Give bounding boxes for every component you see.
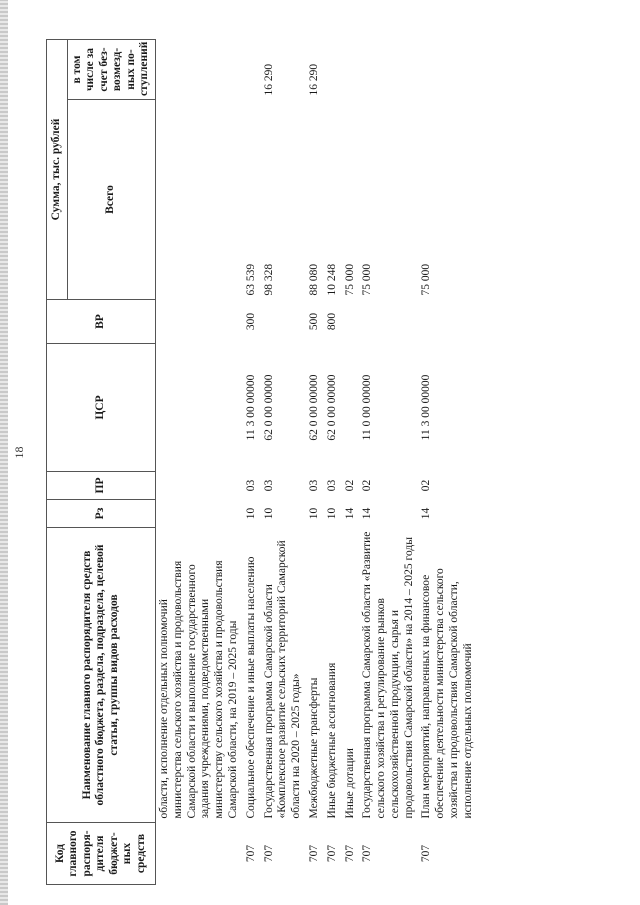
row-vr: [261, 300, 306, 344]
row-code: 707: [325, 844, 338, 863]
row-total: 98 328: [262, 263, 275, 296]
header-sum-group: Сумма, тыс. рублей: [47, 40, 68, 300]
row-name: Государственная программа Самарской области «Развитие сельского хозяйства и регулирование рынков сельскохозяйственной продукции, сырья и продовольствия Самарской области» на 2014 – 2025 годы: [361, 531, 415, 819]
row-csr: 11 0 00 00000: [361, 374, 374, 441]
row-name: Социальное обеспечение и иные выплаты населению: [244, 556, 257, 819]
header-total: Всего: [67, 100, 155, 300]
row-name: Иные дотации: [343, 748, 356, 819]
row-csr: [342, 344, 360, 472]
row-code: 707: [361, 844, 374, 863]
row-pr: 03: [325, 479, 338, 492]
table-row: [359, 40, 418, 885]
row-name: Иные бюджетные ассигнования: [325, 662, 338, 819]
header-incl: в том числе за счет без-возмезд-ных по-ступлений: [67, 40, 155, 100]
table-row: [155, 40, 242, 885]
row-rz: 14: [420, 507, 433, 520]
row-pr: 03: [262, 479, 275, 492]
row-total: 75 000: [343, 263, 356, 296]
row-incl: [243, 40, 261, 100]
row-total: [155, 100, 242, 300]
table-row: [342, 40, 360, 885]
header-rz: Рз: [47, 500, 156, 528]
row-csr: 11 3 00 00000: [244, 374, 257, 441]
row-vr: [359, 300, 418, 344]
table-row: [243, 40, 261, 885]
header-vr: ВР: [47, 300, 156, 344]
row-pr: 02: [343, 479, 356, 492]
row-code: [155, 823, 242, 885]
table-row: [261, 40, 306, 885]
row-rz: 14: [343, 507, 356, 520]
row-vr: 500: [307, 312, 320, 331]
row-incl: 16 290: [262, 63, 275, 96]
row-total: 75 000: [361, 263, 374, 296]
row-code: 707: [262, 844, 275, 863]
row-total: 75 000: [420, 263, 433, 296]
row-name: План мероприятий, направленных на финансовое обеспечение деятельности министерства сельского хозяйства и продовольствия Самарской области, исполнение отдельных полномочий: [420, 568, 474, 819]
row-rz: 14: [361, 507, 374, 520]
row-incl: [359, 40, 418, 100]
row-pr: 02: [420, 479, 433, 492]
row-csr: [155, 344, 242, 472]
row-incl: [155, 40, 242, 100]
row-incl: [324, 40, 342, 100]
row-pr: 02: [361, 479, 374, 492]
header-csr: ЦСР: [47, 344, 156, 472]
row-total: 88 080: [307, 263, 320, 296]
budget-table: [46, 39, 478, 885]
row-name: Государственная программа Самарской области «Комплексное развитие сельских территорий Самарской области на 2020 – 2025 годы»: [262, 540, 303, 819]
table-row: [324, 40, 342, 885]
row-name: области, исполнение отдельных полномочий министерства сельского хозяйства и продовольствия Самарской области и выполнение государственного задания учреждениями, подведомственными министерству сельского хозяйства и продовольствия Самарской области, на 2019 – 2025 годы: [157, 560, 239, 819]
row-code: 707: [244, 844, 257, 863]
row-csr: 62 0 00 00000: [325, 374, 338, 441]
row-name: Межбюджетные трансферты: [307, 677, 320, 819]
row-total: 10 248: [325, 263, 338, 296]
row-rz: 10: [244, 507, 257, 520]
row-rz: [155, 500, 242, 528]
header-name: Наименование главного распорядителя средств областного бюджета, раздела, подраздела, целевой статьи, группы видов расходов: [47, 528, 156, 823]
row-pr: 03: [244, 479, 257, 492]
header-pr: ПР: [47, 472, 156, 500]
row-csr: 11 3 00 00000: [420, 374, 433, 441]
row-incl: [418, 40, 477, 100]
row-csr: 62 0 00 00000: [262, 374, 275, 441]
row-vr: [155, 300, 242, 344]
row-csr: 62 0 00 00000: [307, 374, 320, 441]
row-rz: 10: [307, 507, 320, 520]
page-number: 18: [12, 446, 26, 459]
table-row: [418, 40, 477, 885]
row-incl: [342, 40, 360, 100]
table-row: [306, 40, 324, 885]
row-total: 63 539: [244, 263, 257, 296]
header-code: Код главного распоря-дителя бюджет-ных средств: [47, 823, 156, 885]
row-pr: 03: [307, 479, 320, 492]
row-vr: 300: [244, 312, 257, 331]
row-incl: 16 290: [307, 63, 320, 96]
row-vr: [342, 300, 360, 344]
row-code: 707: [343, 844, 356, 863]
row-rz: 10: [325, 507, 338, 520]
row-code: 707: [307, 844, 320, 863]
row-vr: [418, 300, 477, 344]
row-vr: 800: [325, 312, 338, 331]
row-rz: 10: [262, 507, 275, 520]
row-pr: [155, 472, 242, 500]
row-code: 707: [420, 844, 433, 863]
